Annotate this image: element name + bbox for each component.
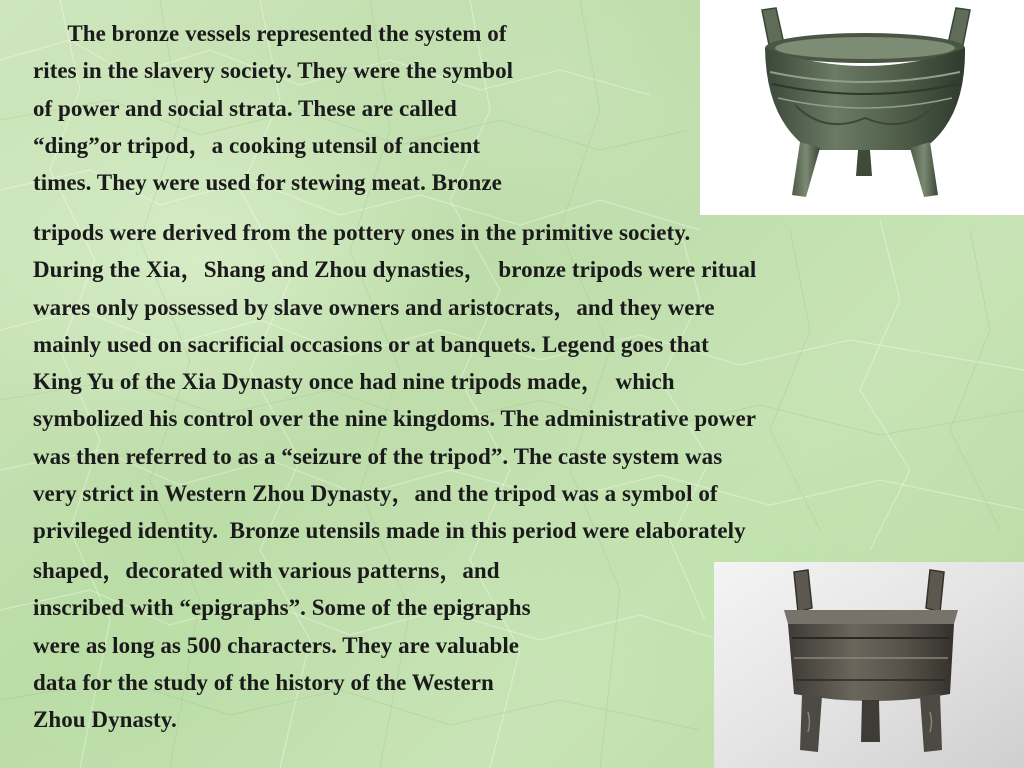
bronze-square-ding-image (714, 562, 1024, 768)
text-line: of power and social strata. These are called (33, 95, 457, 121)
text-line: privileged identity. Bronze utensils made in this period were elaborately (33, 518, 746, 544)
text-line: tripods were derived from the pottery ones in the primitive society. (33, 220, 691, 245)
text-line: mainly used on sacrificial occasions or at banquets. Legend goes that (33, 331, 709, 357)
text-line: Zhou Dynasty. (33, 707, 177, 733)
text-line: King Yu of the Xia Dynasty once had nine tripods made， which (33, 369, 675, 395)
bronze-ding-tripod-image (700, 0, 1024, 215)
text-line: “ding”or tripod，a cooking utensil of ancient (33, 132, 481, 158)
text-line: During the Xia，Shang and Zhou dynasties， bronze tripods were ritual (33, 257, 757, 283)
text-line: data for the study of the history of the Western (33, 669, 494, 695)
text-line: The bronze vessels represented the system of (33, 21, 507, 46)
paragraph-history-block (33, 214, 756, 550)
text-line: inscribed with “epigraphs”. Some of the epigraphs (33, 595, 531, 621)
text-line: symbolized his control over the nine kingdoms. The administrative power (33, 406, 756, 432)
text-line: were as long as 500 characters. They are valuable (33, 632, 520, 658)
paragraph-epigraph-block (33, 552, 531, 738)
text-line: times. They were used for stewing meat. Bronze (33, 170, 502, 196)
paragraph-intro-block (33, 15, 513, 201)
text-line: very strict in Western Zhou Dynasty，and the tripod was a symbol of (33, 481, 718, 507)
text-line: wares only possessed by slave owners and aristocrats，and they were (33, 294, 715, 320)
text-line: shaped，decorated with various patterns，and (33, 558, 500, 583)
text-line: was then referred to as a “seizure of the tripod”. The caste system was (33, 443, 723, 469)
text-line: rites in the slavery society. They were the symbol (33, 58, 514, 84)
